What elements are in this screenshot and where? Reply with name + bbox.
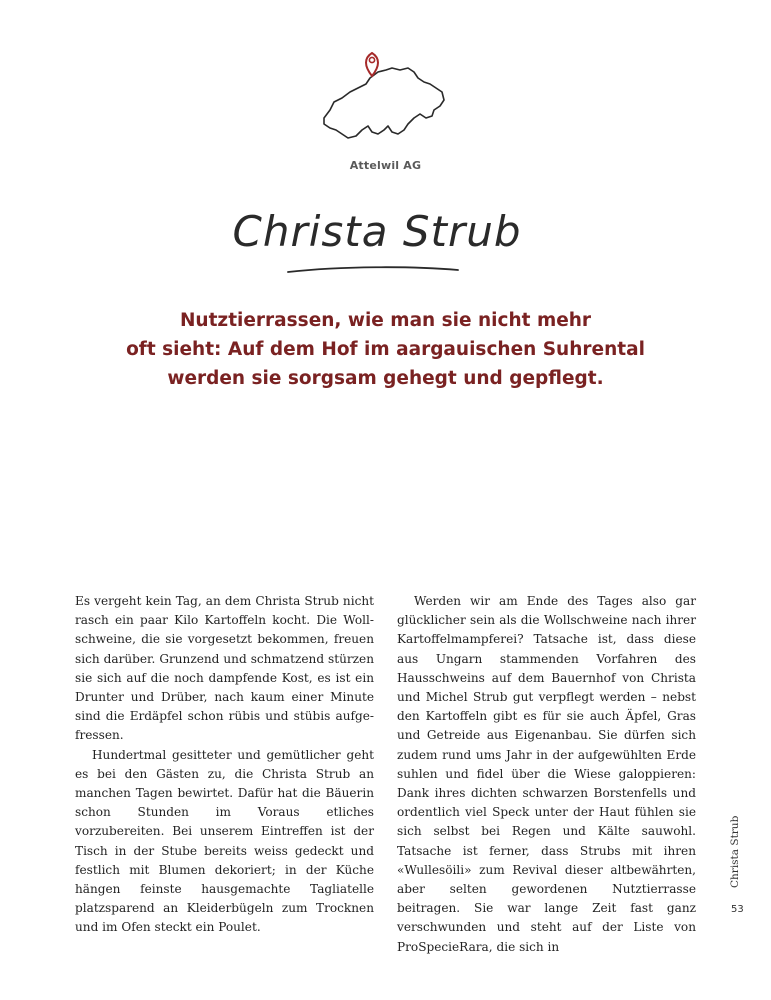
body-paragraph: Werden wir am Ende des Tages also gar glücklicher sein als die Wollschweine nach ihrer Kartoffelmampferei? Tatsache ist, dass diese aus Ungarn stammenden Vorfahren des Hausschweins auf dem Bauernhof von Christa und Michel Strub gut verpflegt werden – nebst den Kartoffeln gibt es für sie auch Äpfel, Gras und Getreide aus Eigenanbau. Sie dürfen sich zudem rund ums Jahr in der aufgewühlten Erde suhlen und fidel über die Wiese galoppieren: Dank ihres dichten schwarzen Borstenfells und ordentlich viel Speck unter der Haut fühlen sie sich selbst bei Regen und Kälte sauwohl. Tatsache ist ferner, dass Strubs mit ihren «Wullesöili» zum Revival dieser altbewährten, aber selten gewordenen Nutztierrasse beitragen. Sie war lange Zeit fast ganz verschwunden und steht auf der Liste von ProSpecieRara, die sich in (397, 594, 696, 954)
body-column-left (75, 592, 374, 938)
switzerland-outline-icon (324, 68, 444, 138)
body-column-right (397, 592, 696, 957)
switzerland-map-icon (312, 48, 452, 148)
running-title-text: Christa Strub (729, 815, 741, 888)
lead-line: werden sie sorgsam gehegt und gepflegt. (167, 368, 604, 389)
lead-paragraph (120, 306, 651, 393)
name-underline (288, 267, 458, 272)
handwritten-name (212, 196, 542, 286)
body-paragraph: Es vergeht kein Tag, an dem Christa Strub nicht rasch ein paar Kilo Kartoffeln kocht. Die Wollschweine, die sie vorgesetzt bekommen, freuen sich darüber. Grunzend und schmatzend stürzen sie sich auf die noch dampfende Kost, es ist ein Drunter und Drüber, nach kaum einer Minute sind die Erdäpfel schon rübis und stübis aufgefressen. (75, 594, 374, 743)
lead-line: Nutztierrassen, wie man sie nicht mehr (179, 310, 592, 331)
lead-line: oft sieht: Auf dem Hof im aargauischen Suhrental (126, 339, 645, 360)
body-paragraph: Hundertmal gesitteter und gemütlicher geht es bei den Gästen zu, die Christa Strub an manchen Tagen bewirtet. Dafür hat die Bäuerin schon Stunden im Voraus etliches vorzubereiten. Bei unserem Eintreffen ist der Tisch in der Stube bereits weiss gedeckt und festlich mit Blumen dekoriert; in der Küche hängen feinste hausgemachte Tagliatelle platzsparend an Kleiderbügeln zum Trocknen und im Ofen steckt ein Poulet. (75, 747, 374, 935)
running-title (727, 815, 767, 898)
page-number: 53 (731, 904, 744, 915)
location-label: Attelwil AG (349, 159, 422, 172)
handwritten-name-text: Christa Strub (232, 207, 522, 256)
